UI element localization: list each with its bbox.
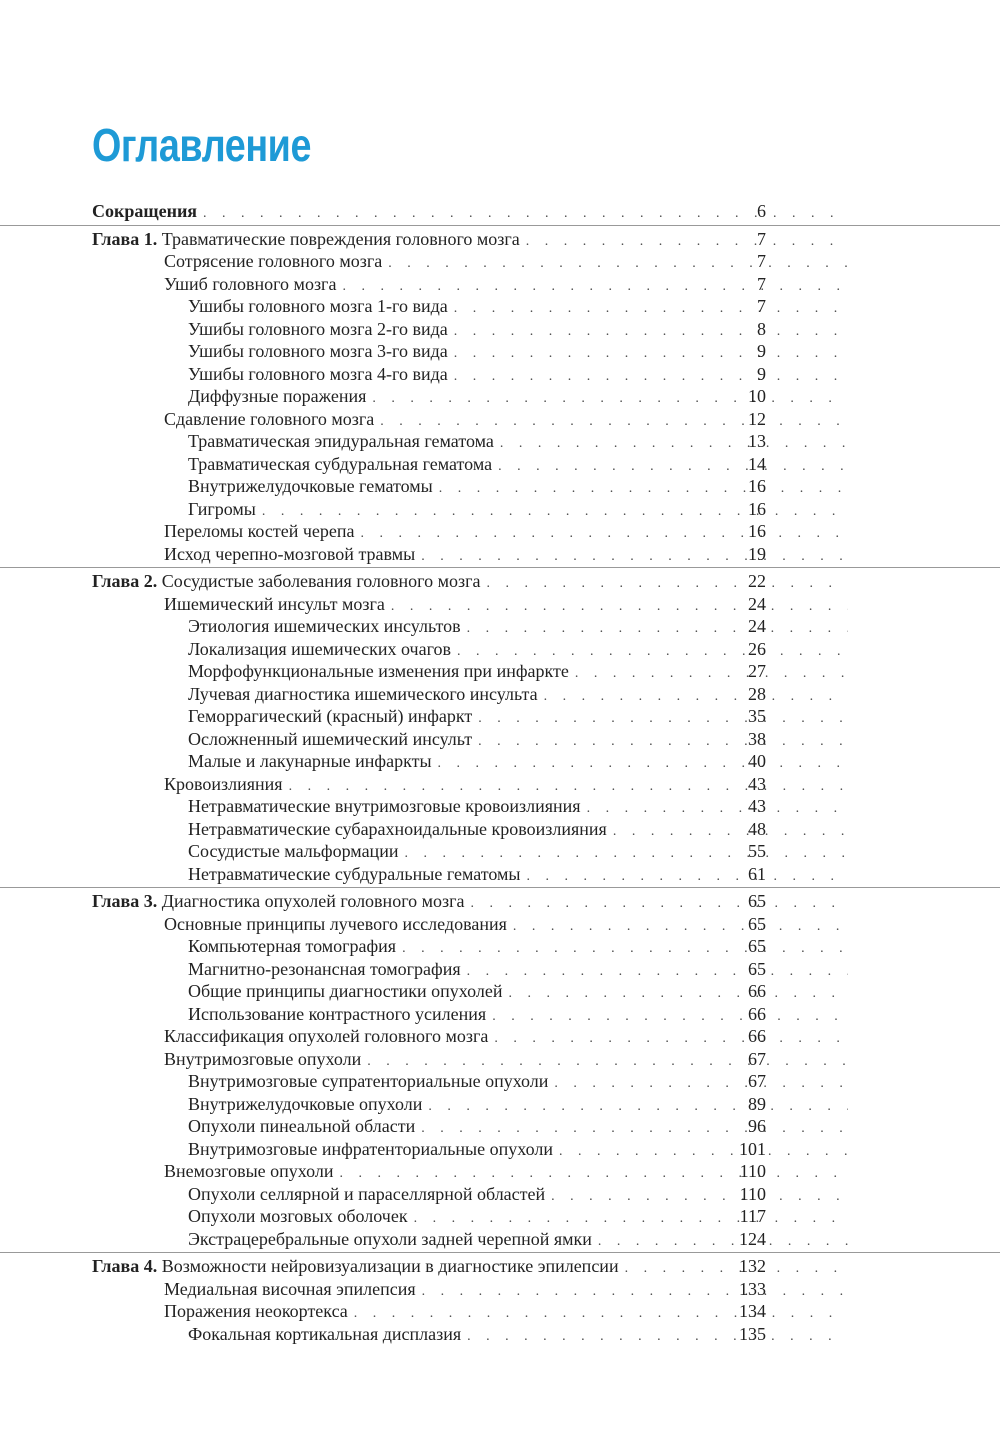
toc-page-number: 7: [757, 296, 766, 316]
toc-entry: [0, 498, 858, 521]
toc-page-number: 65: [748, 913, 766, 934]
toc-page-number: 16: [748, 521, 766, 541]
toc-page-number: 89: [748, 1093, 766, 1114]
toc-entry-text: Экстрацеребральные опухоли задней черепной ямки: [188, 1228, 592, 1249]
toc-entry: [0, 935, 858, 958]
toc-page-number: 66: [748, 1026, 766, 1046]
toc-section: [0, 567, 1000, 885]
toc-entry-label: [92, 890, 471, 913]
toc-entry: [0, 1300, 858, 1323]
toc-entry-label: [188, 1205, 414, 1228]
toc-page-number: 10: [748, 386, 766, 406]
toc-page-number: 55: [748, 841, 766, 861]
toc-entry-label: [188, 863, 527, 886]
toc-entry-bold-label: Глава 3.: [92, 891, 158, 911]
toc-entry-text: Ушиб головного мозга: [164, 273, 337, 294]
toc-page-number: 16: [748, 476, 766, 496]
toc-entry-text: Локализация ишемических очагов: [188, 638, 452, 659]
toc-entry-label: [188, 683, 544, 706]
table-of-contents: [0, 200, 1000, 1345]
toc-page-number: 65: [748, 891, 766, 911]
toc-page-number: 133: [739, 1278, 766, 1299]
toc-entry-label: [164, 1278, 422, 1301]
toc-entry-label: [92, 200, 203, 223]
toc-page-number: 38: [748, 728, 766, 749]
toc-entry-text: Компьютерная томография: [188, 936, 397, 956]
toc-page-number: 66: [748, 981, 766, 1001]
toc-entry: [0, 1070, 858, 1093]
toc-entry-label: [164, 408, 380, 431]
toc-page-number: 8: [757, 318, 766, 339]
toc-entry-text: Нетравматические субдуральные гематомы: [188, 863, 521, 884]
toc-entry: [0, 475, 858, 498]
toc-entry-text: Этиология ишемических инсультов: [188, 616, 461, 636]
toc-entry: [0, 228, 858, 251]
toc-page-number: 7: [757, 251, 766, 271]
toc-entry-label: [188, 498, 262, 521]
toc-entry-label: [92, 1255, 625, 1278]
toc-entry: [0, 840, 858, 863]
toc-entry-label: [188, 1093, 428, 1116]
toc-entry-label: [92, 570, 486, 593]
toc-entry-text: Опухоли селлярной и параселлярной областей: [188, 1183, 546, 1204]
toc-entry: [0, 1255, 858, 1278]
toc-entry-text: Поражения неокортекса: [164, 1301, 348, 1321]
toc-entry-text: Кровоизлияния: [164, 773, 283, 794]
toc-entry-text: Нетравматические внутримозговые кровоизлияния: [188, 796, 581, 816]
toc-entry-label: [188, 430, 500, 453]
toc-entry-label: [188, 340, 454, 363]
toc-entry-label: [188, 750, 438, 773]
toc-entry-text: Геморрагический (красный) инфаркт: [188, 706, 473, 726]
toc-entry: [0, 1278, 858, 1301]
toc-page-number: 61: [748, 863, 766, 884]
toc-page-number: 16: [748, 498, 766, 519]
toc-entry-label: [188, 840, 404, 863]
toc-entry-label: [164, 543, 421, 566]
toc-page-number: 24: [748, 593, 766, 614]
toc-entry-bold-label: Глава 4.: [92, 1256, 158, 1276]
dot-leader: [467, 1326, 848, 1349]
toc-entry-text: Исход черепно-мозговой травмы: [164, 543, 416, 564]
toc-entry: [0, 385, 858, 408]
toc-entry: [0, 705, 858, 728]
dot-leader: [527, 866, 848, 889]
toc-entry: [0, 1205, 858, 1228]
toc-entry-text: Использование контрастного усиления: [188, 1003, 487, 1024]
toc-entry: [0, 340, 858, 363]
toc-entry: [0, 295, 858, 318]
toc-entry-label: [188, 1138, 559, 1161]
toc-page-number: 43: [748, 773, 766, 794]
toc-entry-label: [188, 453, 498, 476]
toc-entry: [0, 1228, 858, 1251]
toc-entry-label: [188, 615, 467, 638]
toc-entry: [0, 430, 858, 453]
toc-entry-text: Нетравматические субарахноидальные кровоизлияния: [188, 818, 607, 839]
toc-entry-label: [164, 1160, 339, 1183]
toc-entry-text: Травматическая эпидуральная гематома: [188, 431, 494, 451]
toc-entry: [0, 795, 858, 818]
toc-page-number: 134: [739, 1301, 766, 1321]
toc-entry-text: Сосудистые мальформации: [188, 841, 399, 861]
toc-entry-text: Травматическая субдуральная гематома: [188, 453, 493, 474]
toc-entry: [0, 1048, 858, 1071]
toc-page-number: 12: [748, 408, 766, 429]
toc-entry: [0, 318, 858, 341]
toc-entry-text: Внутрижелудочковые опухоли: [188, 1093, 423, 1114]
toc-page-number: 7: [757, 228, 766, 249]
toc-entry-label: [188, 1115, 421, 1138]
toc-page-number: 65: [748, 936, 766, 956]
toc-entry-label: [92, 228, 526, 251]
toc-entry-label: [188, 475, 439, 498]
toc-entry-text: Ушибы головного мозга 1-го вида: [188, 296, 448, 316]
toc-entry-label: [188, 705, 478, 728]
toc-page-number: 35: [748, 706, 766, 726]
toc-page-number: 13: [748, 431, 766, 451]
toc-entry-text: Ушибы головного мозга 3-го вида: [188, 341, 448, 361]
toc-section: [0, 887, 1000, 1250]
toc-entry-text: Общие принципы диагностики опухолей: [188, 981, 503, 1001]
toc-entry-label: [188, 935, 402, 958]
toc-page-number: 19: [748, 543, 766, 564]
toc-entry: [0, 773, 858, 796]
toc-page-number: 24: [748, 616, 766, 636]
toc-page-number: 48: [748, 818, 766, 839]
toc-entry: [0, 570, 858, 593]
page-title: Оглавление: [92, 119, 312, 171]
toc-entry: [0, 1115, 858, 1138]
toc-page-number: 27: [748, 661, 766, 681]
toc-entry-text: Опухоли пинеальной области: [188, 1116, 416, 1136]
toc-page-number: 22: [748, 571, 766, 591]
toc-entry: [0, 1160, 858, 1183]
toc-entry-label: [164, 1300, 354, 1323]
toc-entry-text: Переломы костей черепа: [164, 521, 355, 541]
toc-entry-label: [188, 818, 613, 841]
toc-entry-bold-label: Глава 2.: [92, 571, 158, 591]
toc-page-number: 66: [748, 1003, 766, 1024]
toc-entry-label: [188, 385, 372, 408]
toc-page-number: 135: [739, 1323, 766, 1344]
toc-page-number: 9: [757, 363, 766, 384]
toc-entry: [0, 863, 858, 886]
toc-page-number: 101: [739, 1138, 766, 1159]
toc-entry: [0, 980, 858, 1003]
toc-entry-text: Сотрясение головного мозга: [164, 251, 383, 271]
toc-entry-text: Гигромы: [188, 498, 256, 519]
toc-section: [0, 225, 1000, 566]
toc-entry-text: Диффузные поражения: [188, 386, 367, 406]
toc-page-number: 67: [748, 1048, 766, 1069]
toc-page-number: 26: [748, 638, 766, 659]
toc-entry-text: Медиальная височная эпилепсия: [164, 1278, 416, 1299]
toc-entry-text: Диагностика опухолей головного мозга: [157, 891, 465, 911]
toc-entry: [0, 363, 858, 386]
toc-entry-label: [164, 1048, 367, 1071]
toc-entry-text: Внутримозговые инфратенториальные опухоли: [188, 1138, 553, 1159]
toc-entry-label: [188, 1003, 492, 1026]
toc-entry-label: [188, 1183, 551, 1206]
toc-entry: [0, 1323, 858, 1346]
toc-entry-label: [188, 295, 454, 318]
toc-entry-text: Основные принципы лучевого исследования: [164, 913, 507, 934]
toc-page-number: 117: [739, 1206, 766, 1226]
toc-entry-label: [188, 728, 478, 751]
toc-entry-text: Классификация опухолей головного мозга: [164, 1026, 489, 1046]
toc-entry: [0, 728, 858, 751]
toc-page-number: 132: [739, 1256, 766, 1276]
toc-entry-text: Магнитно-резонансная томография: [188, 958, 461, 979]
toc-entry: [0, 200, 858, 223]
toc-page-number: 9: [757, 341, 766, 361]
toc-entry-label: [164, 1025, 494, 1048]
toc-entry-text: Осложненный ишемический инсульт: [188, 728, 473, 749]
toc-page-number: 110: [739, 1183, 766, 1204]
toc-entry: [0, 593, 858, 616]
toc-entry-text: Морфофункциональные изменения при инфаркте: [188, 661, 569, 681]
toc-entry: [0, 913, 858, 936]
toc-entry: [0, 453, 858, 476]
toc-entry-text: Внутримозговые опухоли: [164, 1048, 362, 1069]
toc-page-number: 6: [757, 201, 766, 221]
toc-entry-label: [188, 660, 575, 683]
toc-section: [0, 1252, 1000, 1345]
toc-entry: [0, 273, 858, 296]
toc-entry: [0, 520, 858, 543]
toc-page-number: 124: [739, 1228, 766, 1249]
toc-entry-text: Сдавление головного мозга: [164, 408, 375, 429]
toc-entry-bold-label: Глава 1.: [92, 228, 158, 249]
toc-page-number: 7: [757, 273, 766, 294]
toc-entry: [0, 638, 858, 661]
toc-entry-bold-label: Сокращения: [92, 201, 198, 221]
toc-entry: [0, 750, 858, 773]
toc-section: [0, 200, 1000, 223]
toc-entry: [0, 543, 858, 566]
toc-entry-label: [164, 273, 342, 296]
toc-page-number: 67: [748, 1071, 766, 1091]
toc-entry-label: [188, 980, 508, 1003]
dot-leader: [421, 546, 848, 569]
toc-entry-label: [188, 363, 454, 386]
toc-entry-text: Внутримозговые супратенториальные опухоли: [188, 1071, 549, 1091]
toc-entry-label: [188, 1070, 554, 1093]
toc-entry: [0, 660, 858, 683]
toc-entry-text: Малые и лакунарные инфаркты: [188, 751, 432, 771]
toc-page-number: 14: [748, 453, 766, 474]
toc-entry-text: Ушибы головного мозга 4-го вида: [188, 363, 448, 384]
toc-entry-text: Внемозговые опухоли: [164, 1161, 334, 1181]
toc-page-number: 28: [748, 683, 766, 704]
toc-page-number: 43: [748, 796, 766, 816]
toc-entry-text: Ушибы головного мозга 2-го вида: [188, 318, 448, 339]
toc-entry: [0, 683, 858, 706]
toc-entry: [0, 1183, 858, 1206]
toc-entry-label: [164, 520, 361, 543]
toc-entry-text: Травматические повреждения головного мозга: [157, 228, 520, 249]
toc-entry-text: Фокальная кортикальная дисплазия: [188, 1323, 462, 1344]
toc-entry-text: Внутрижелудочковые гематомы: [188, 476, 433, 496]
toc-page-number: 40: [748, 751, 766, 771]
toc-entry-text: Опухоли мозговых оболочек: [188, 1206, 408, 1226]
toc-entry-label: [188, 795, 587, 818]
toc-entry-text: Возможности нейровизуализации в диагностике эпилепсии: [157, 1256, 619, 1276]
toc-entry-label: [188, 1228, 598, 1251]
toc-entry-text: Ишемический инсульт мозга: [164, 593, 385, 614]
toc-entry-label: [164, 593, 391, 616]
toc-entry-label: [164, 773, 289, 796]
toc-entry: [0, 408, 858, 431]
toc-entry-label: [188, 638, 457, 661]
toc-entry-text: Лучевая диагностика ишемического инсульта: [188, 683, 538, 704]
toc-entry-text: Сосудистые заболевания головного мозга: [157, 571, 481, 591]
toc-entry-label: [188, 1323, 467, 1346]
toc-entry: [0, 1138, 858, 1161]
toc-entry: [0, 890, 858, 913]
toc-page-number: 65: [748, 958, 766, 979]
toc-entry: [0, 1003, 858, 1026]
toc-entry-label: [164, 913, 513, 936]
toc-entry: [0, 615, 858, 638]
toc-entry-label: [164, 250, 388, 273]
toc-entry: [0, 250, 858, 273]
toc-entry: [0, 958, 858, 981]
toc-page-number: 96: [748, 1116, 766, 1136]
toc-entry-label: [188, 958, 467, 981]
toc-entry: [0, 1093, 858, 1116]
toc-entry: [0, 818, 858, 841]
toc-entry: [0, 1025, 858, 1048]
toc-entry-label: [188, 318, 454, 341]
toc-page-number: 110: [739, 1161, 766, 1181]
